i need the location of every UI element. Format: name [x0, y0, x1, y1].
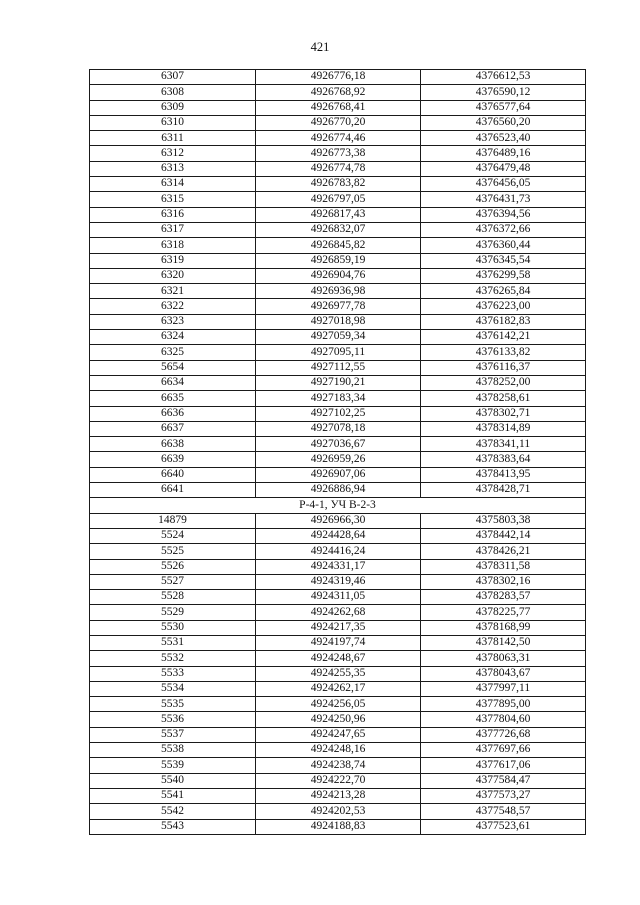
- y-coordinate-cell: 4377997,11: [421, 681, 586, 696]
- point-number-cell: 5539: [90, 758, 256, 773]
- y-coordinate-cell: 4377804,60: [421, 712, 586, 727]
- y-coordinate-cell: 4377726,68: [421, 727, 586, 742]
- x-coordinate-cell: 4927102,25: [256, 406, 421, 421]
- x-coordinate-cell: 4926904,76: [256, 268, 421, 283]
- point-number-cell: 5538: [90, 743, 256, 758]
- table-row: [90, 284, 586, 299]
- table-row: [90, 268, 586, 283]
- x-coordinate-cell: 4927183,34: [256, 391, 421, 406]
- point-number-cell: 6641: [90, 483, 256, 498]
- y-coordinate-cell: 4376560,20: [421, 115, 586, 130]
- table-row: [90, 819, 586, 834]
- point-number-cell: 6307: [90, 70, 256, 85]
- y-coordinate-cell: 4377573,27: [421, 788, 586, 803]
- y-coordinate-cell: 4377617,06: [421, 758, 586, 773]
- point-number-cell: 5526: [90, 559, 256, 574]
- table-row: [90, 100, 586, 115]
- point-number-cell: 6319: [90, 253, 256, 268]
- point-number-cell: 6318: [90, 238, 256, 253]
- table-row: [90, 727, 586, 742]
- point-number-cell: 5528: [90, 590, 256, 605]
- x-coordinate-cell: 4924248,67: [256, 651, 421, 666]
- y-coordinate-cell: 4378383,64: [421, 452, 586, 467]
- point-number-cell: 5525: [90, 544, 256, 559]
- table-row: [90, 452, 586, 467]
- x-coordinate-cell: 4926768,41: [256, 100, 421, 115]
- y-coordinate-cell: 4378426,21: [421, 544, 586, 559]
- point-number-cell: 5531: [90, 635, 256, 650]
- table-row: [90, 161, 586, 176]
- x-coordinate-cell: 4927190,21: [256, 375, 421, 390]
- table-row: [90, 222, 586, 237]
- x-coordinate-cell: 4926845,82: [256, 238, 421, 253]
- y-coordinate-cell: 4378314,89: [421, 421, 586, 436]
- y-coordinate-cell: 4375803,38: [421, 513, 586, 528]
- section-header-row: [90, 498, 586, 513]
- y-coordinate-cell: 4378043,67: [421, 666, 586, 681]
- y-coordinate-cell: 4378258,61: [421, 391, 586, 406]
- table-row: [90, 544, 586, 559]
- point-number-cell: 5527: [90, 574, 256, 589]
- y-coordinate-cell: 4376523,40: [421, 131, 586, 146]
- x-coordinate-cell: 4924319,46: [256, 574, 421, 589]
- y-coordinate-cell: 4376223,00: [421, 299, 586, 314]
- point-number-cell: 6634: [90, 375, 256, 390]
- table-row: [90, 590, 586, 605]
- y-coordinate-cell: 4376133,82: [421, 345, 586, 360]
- x-coordinate-cell: 4924213,28: [256, 788, 421, 803]
- x-coordinate-cell: 4927059,34: [256, 330, 421, 345]
- y-coordinate-cell: 4376590,12: [421, 85, 586, 100]
- point-number-cell: 6323: [90, 314, 256, 329]
- y-coordinate-cell: 4378283,57: [421, 590, 586, 605]
- point-number-cell: 6311: [90, 131, 256, 146]
- point-number-cell: 5534: [90, 681, 256, 696]
- y-coordinate-cell: 4376360,44: [421, 238, 586, 253]
- y-coordinate-cell: 4378063,31: [421, 651, 586, 666]
- table-row: [90, 559, 586, 574]
- x-coordinate-cell: 4927095,11: [256, 345, 421, 360]
- y-coordinate-cell: 4376612,53: [421, 70, 586, 85]
- point-number-cell: 5540: [90, 773, 256, 788]
- x-coordinate-cell: 4927112,55: [256, 360, 421, 375]
- x-coordinate-cell: 4926832,07: [256, 222, 421, 237]
- x-coordinate-cell: 4924247,65: [256, 727, 421, 742]
- point-number-cell: 5536: [90, 712, 256, 727]
- table-row: [90, 375, 586, 390]
- table-row: [90, 299, 586, 314]
- y-coordinate-cell: 4378168,99: [421, 620, 586, 635]
- x-coordinate-cell: 4926770,20: [256, 115, 421, 130]
- y-coordinate-cell: 4378225,77: [421, 605, 586, 620]
- table-row: [90, 421, 586, 436]
- coordinates-table: [89, 69, 586, 835]
- point-number-cell: 6312: [90, 146, 256, 161]
- x-coordinate-cell: 4926886,94: [256, 483, 421, 498]
- point-number-cell: 5532: [90, 651, 256, 666]
- point-number-cell: 5654: [90, 360, 256, 375]
- x-coordinate-cell: 4926859,19: [256, 253, 421, 268]
- point-number-cell: 6316: [90, 207, 256, 222]
- y-coordinate-cell: 4378302,71: [421, 406, 586, 421]
- point-number-cell: 6324: [90, 330, 256, 345]
- point-number-cell: 6325: [90, 345, 256, 360]
- table-row: [90, 681, 586, 696]
- table-row: [90, 85, 586, 100]
- table-row: [90, 743, 586, 758]
- y-coordinate-cell: 4376299,58: [421, 268, 586, 283]
- x-coordinate-cell: 4926966,30: [256, 513, 421, 528]
- y-coordinate-cell: 4376431,73: [421, 192, 586, 207]
- page-number: 421: [310, 40, 330, 54]
- y-coordinate-cell: 4378311,58: [421, 559, 586, 574]
- table-row: [90, 115, 586, 130]
- point-number-cell: 6635: [90, 391, 256, 406]
- table-row: [90, 345, 586, 360]
- x-coordinate-cell: 4926768,92: [256, 85, 421, 100]
- table-row: [90, 406, 586, 421]
- x-coordinate-cell: 4926959,26: [256, 452, 421, 467]
- point-number-cell: 5542: [90, 804, 256, 819]
- x-coordinate-cell: 4924311,05: [256, 590, 421, 605]
- point-number-cell: 6308: [90, 85, 256, 100]
- table-row: [90, 605, 586, 620]
- point-number-cell: 6321: [90, 284, 256, 299]
- y-coordinate-cell: 4376394,56: [421, 207, 586, 222]
- table-row: [90, 528, 586, 543]
- x-coordinate-cell: 4924256,05: [256, 697, 421, 712]
- point-number-cell: 6313: [90, 161, 256, 176]
- x-coordinate-cell: 4927078,18: [256, 421, 421, 436]
- x-coordinate-cell: 4924197,74: [256, 635, 421, 650]
- point-number-cell: 5533: [90, 666, 256, 681]
- point-number-cell: 6636: [90, 406, 256, 421]
- table-row: [90, 635, 586, 650]
- y-coordinate-cell: 4376265,84: [421, 284, 586, 299]
- x-coordinate-cell: 4926776,18: [256, 70, 421, 85]
- x-coordinate-cell: 4926817,43: [256, 207, 421, 222]
- table-row: [90, 620, 586, 635]
- y-coordinate-cell: 4378252,00: [421, 375, 586, 390]
- x-coordinate-cell: 4924262,68: [256, 605, 421, 620]
- y-coordinate-cell: 4378442,14: [421, 528, 586, 543]
- table-row: [90, 391, 586, 406]
- point-number-cell: 14879: [90, 513, 256, 528]
- point-number-cell: 6638: [90, 437, 256, 452]
- table-row: [90, 253, 586, 268]
- x-coordinate-cell: 4924217,35: [256, 620, 421, 635]
- point-number-cell: 5537: [90, 727, 256, 742]
- table-row: [90, 773, 586, 788]
- point-number-cell: 5524: [90, 528, 256, 543]
- x-coordinate-cell: 4924238,74: [256, 758, 421, 773]
- point-number-cell: 6640: [90, 467, 256, 482]
- y-coordinate-cell: 4378341,11: [421, 437, 586, 452]
- point-number-cell: 6320: [90, 268, 256, 283]
- table-row: [90, 330, 586, 345]
- x-coordinate-cell: 4924202,53: [256, 804, 421, 819]
- y-coordinate-cell: 4376116,37: [421, 360, 586, 375]
- y-coordinate-cell: 4376456,05: [421, 177, 586, 192]
- table-row: [90, 483, 586, 498]
- point-number-cell: 6637: [90, 421, 256, 436]
- y-coordinate-cell: 4376142,21: [421, 330, 586, 345]
- point-number-cell: 5541: [90, 788, 256, 803]
- point-number-cell: 5530: [90, 620, 256, 635]
- table-row: [90, 666, 586, 681]
- y-coordinate-cell: 4376489,16: [421, 146, 586, 161]
- x-coordinate-cell: 4926936,98: [256, 284, 421, 299]
- point-number-cell: 6314: [90, 177, 256, 192]
- y-coordinate-cell: 4378413,95: [421, 467, 586, 482]
- coordinates-table-body: [90, 70, 586, 835]
- table-row: [90, 651, 586, 666]
- point-number-cell: 6315: [90, 192, 256, 207]
- x-coordinate-cell: 4926797,05: [256, 192, 421, 207]
- table-row: [90, 314, 586, 329]
- point-number-cell: 6322: [90, 299, 256, 314]
- table-row: [90, 758, 586, 773]
- x-coordinate-cell: 4924428,64: [256, 528, 421, 543]
- y-coordinate-cell: 4377523,61: [421, 819, 586, 834]
- y-coordinate-cell: 4376577,64: [421, 100, 586, 115]
- y-coordinate-cell: 4376182,83: [421, 314, 586, 329]
- table-row: [90, 238, 586, 253]
- x-coordinate-cell: 4924416,24: [256, 544, 421, 559]
- x-coordinate-cell: 4926773,38: [256, 146, 421, 161]
- x-coordinate-cell: 4926783,82: [256, 177, 421, 192]
- table-row: [90, 513, 586, 528]
- table-row: [90, 697, 586, 712]
- table-row: [90, 146, 586, 161]
- point-number-cell: 5543: [90, 819, 256, 834]
- point-number-cell: 6317: [90, 222, 256, 237]
- x-coordinate-cell: 4927018,98: [256, 314, 421, 329]
- y-coordinate-cell: 4378302,16: [421, 574, 586, 589]
- x-coordinate-cell: 4924255,35: [256, 666, 421, 681]
- y-coordinate-cell: 4377895,00: [421, 697, 586, 712]
- point-number-cell: 5535: [90, 697, 256, 712]
- table-row: [90, 207, 586, 222]
- x-coordinate-cell: 4924250,96: [256, 712, 421, 727]
- y-coordinate-cell: 4376479,48: [421, 161, 586, 176]
- y-coordinate-cell: 4378428,71: [421, 483, 586, 498]
- x-coordinate-cell: 4926774,46: [256, 131, 421, 146]
- x-coordinate-cell: 4926907,06: [256, 467, 421, 482]
- table-row: [90, 574, 586, 589]
- table-row: [90, 467, 586, 482]
- y-coordinate-cell: 4378142,50: [421, 635, 586, 650]
- table-row: [90, 804, 586, 819]
- table-row: [90, 437, 586, 452]
- table-row: [90, 712, 586, 727]
- x-coordinate-cell: 4926774,78: [256, 161, 421, 176]
- table-row: [90, 192, 586, 207]
- x-coordinate-cell: 4924222,70: [256, 773, 421, 788]
- y-coordinate-cell: 4376345,54: [421, 253, 586, 268]
- point-number-cell: 6309: [90, 100, 256, 115]
- x-coordinate-cell: 4927036,67: [256, 437, 421, 452]
- point-number-cell: 6639: [90, 452, 256, 467]
- section-title: Р-4-1, УЧ В-2-3: [90, 498, 586, 513]
- table-row: [90, 70, 586, 85]
- y-coordinate-cell: 4377548,57: [421, 804, 586, 819]
- table-row: [90, 131, 586, 146]
- y-coordinate-cell: 4376372,66: [421, 222, 586, 237]
- y-coordinate-cell: 4377697,66: [421, 743, 586, 758]
- y-coordinate-cell: 4377584,47: [421, 773, 586, 788]
- x-coordinate-cell: 4926977,78: [256, 299, 421, 314]
- x-coordinate-cell: 4924262,17: [256, 681, 421, 696]
- x-coordinate-cell: 4924331,17: [256, 559, 421, 574]
- point-number-cell: 5529: [90, 605, 256, 620]
- x-coordinate-cell: 4924188,83: [256, 819, 421, 834]
- table-row: [90, 177, 586, 192]
- table-row: [90, 360, 586, 375]
- x-coordinate-cell: 4924248,16: [256, 743, 421, 758]
- point-number-cell: 6310: [90, 115, 256, 130]
- table-row: [90, 788, 586, 803]
